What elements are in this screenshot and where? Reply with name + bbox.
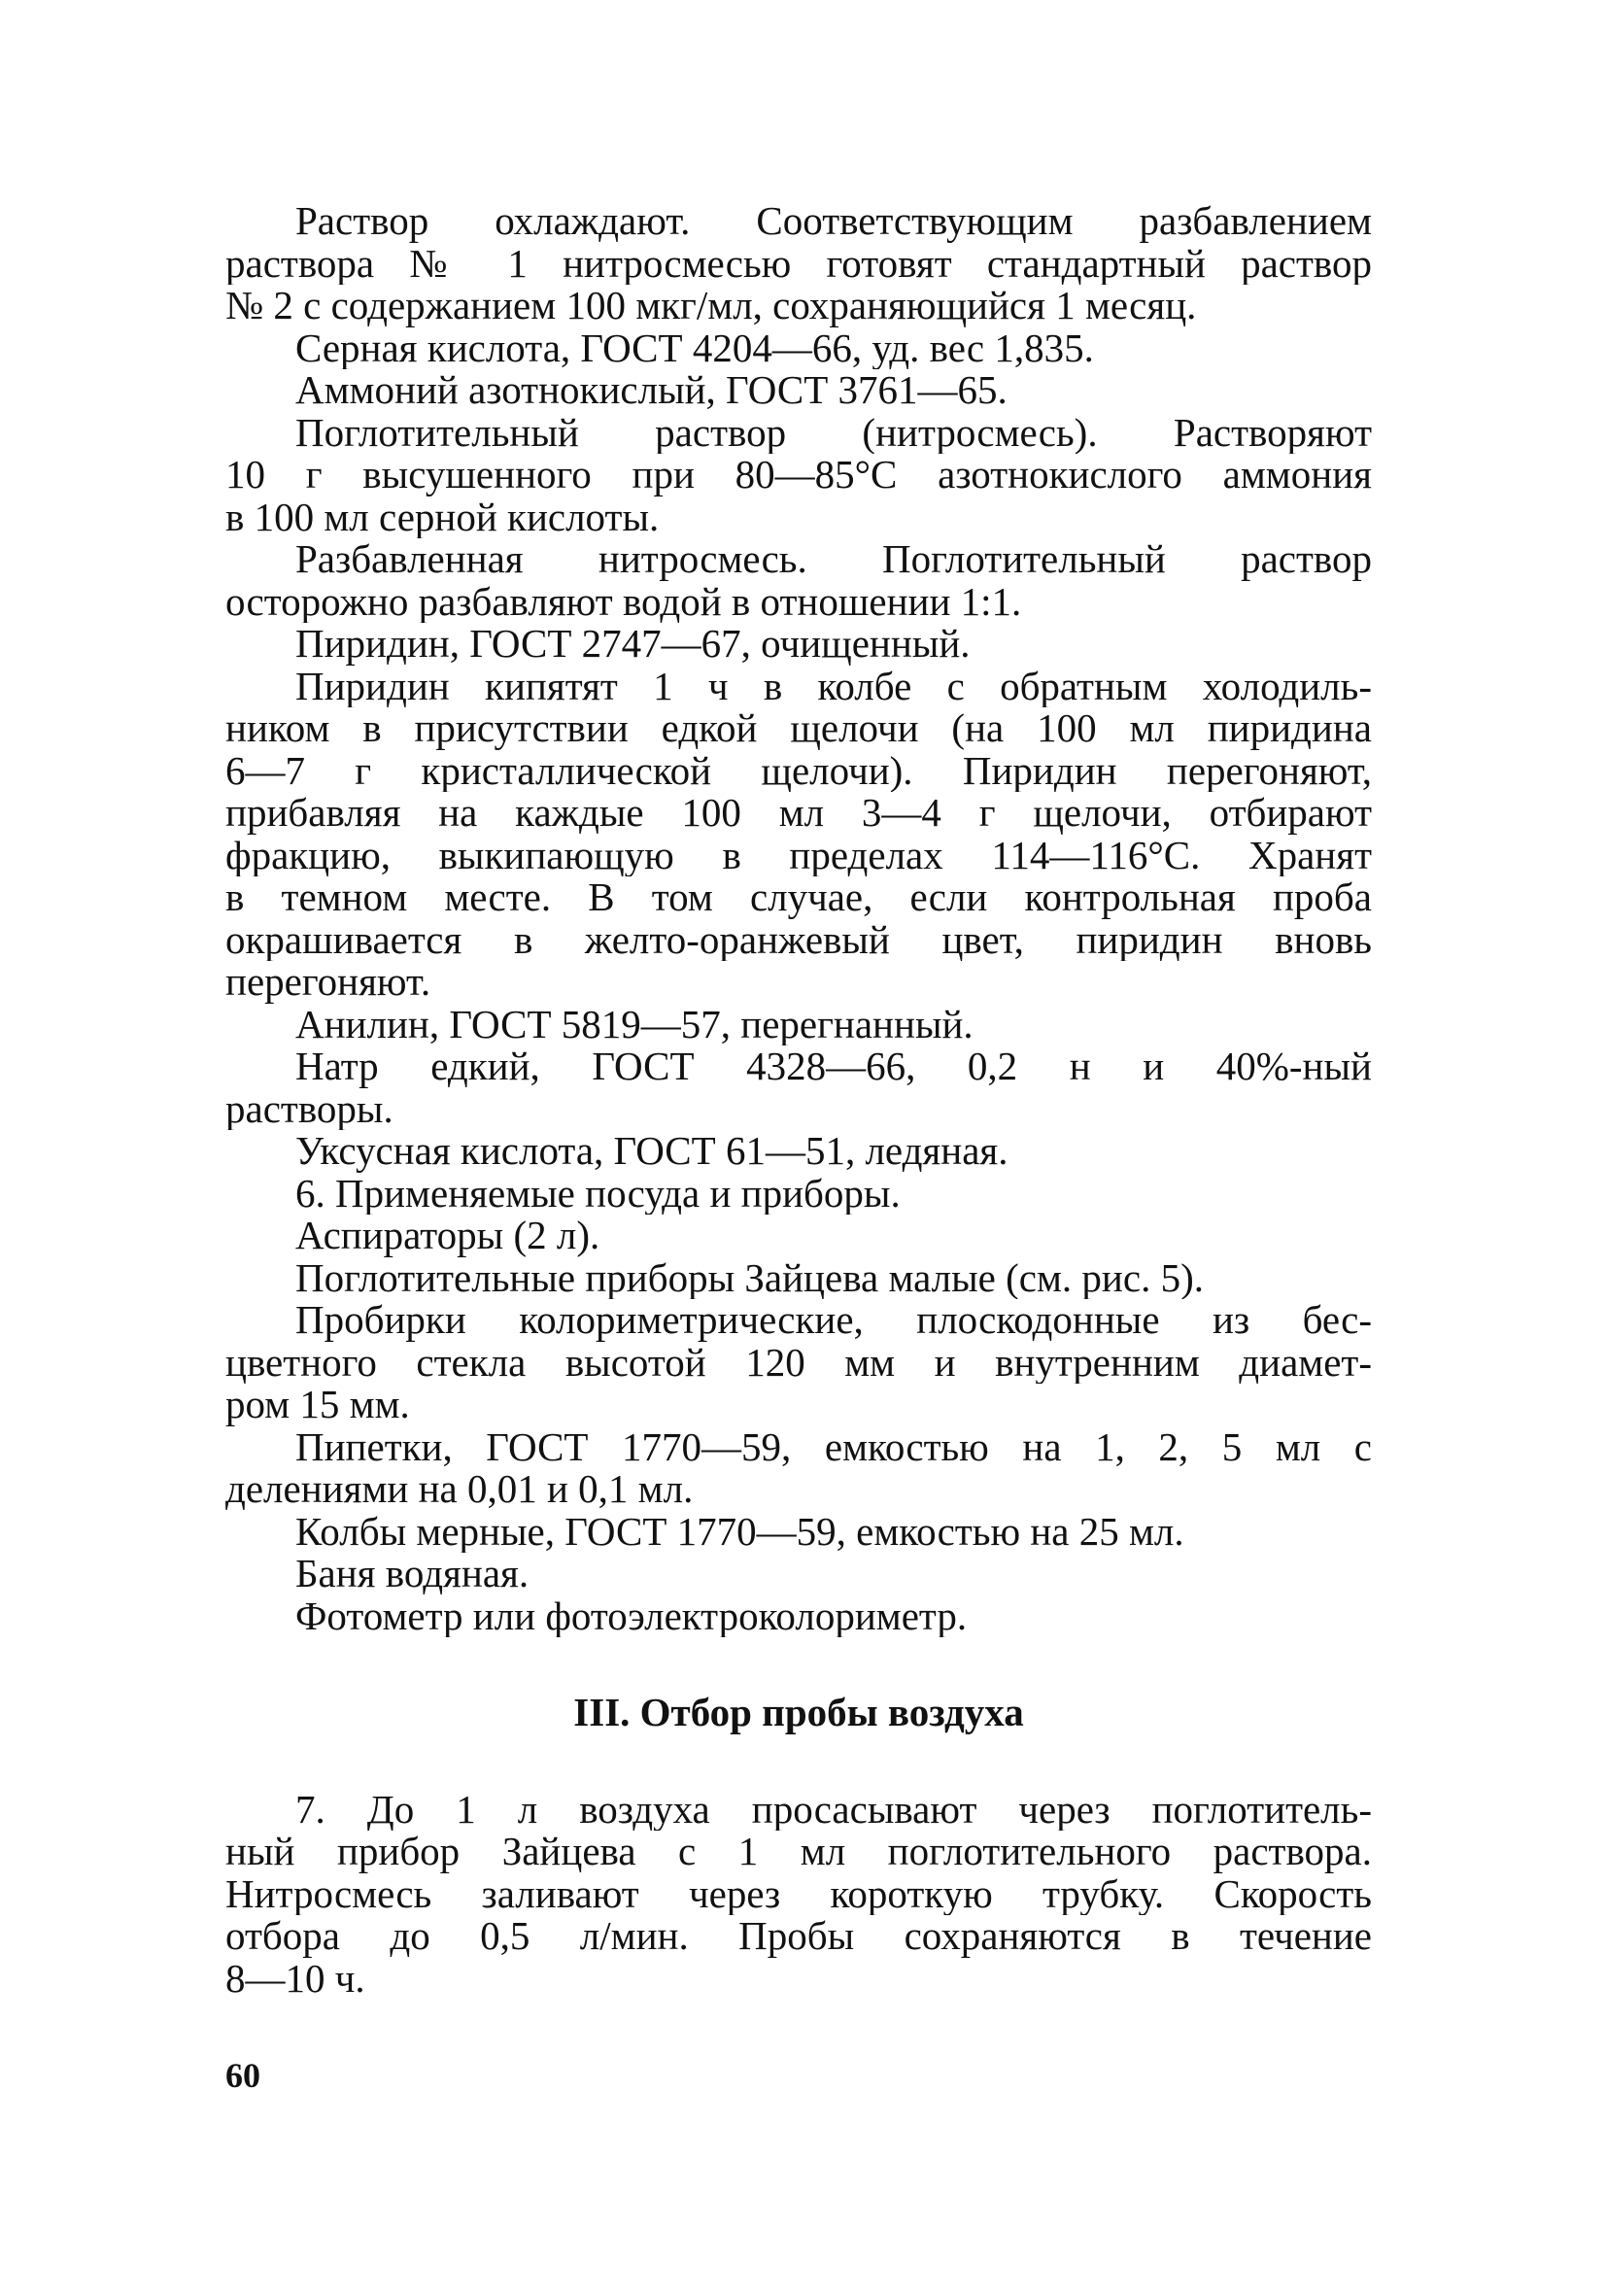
text-line: Анилин, ГОСТ 5819—57, перегнанный. [295,1003,974,1045]
text-line: раствора № 1 нитросмесью готовят стандартный раствор [225,242,1372,285]
text-line: 7. До 1 л воздуха просасывают через поглотитель- [295,1788,1372,1831]
text-line: Натр едкий, ГОСТ 4328—66, 0,2 н и 40%-ный [295,1045,1372,1088]
paragraph [225,1045,1372,1130]
text-line: Колбы мерные, ГОСТ 1770—59, емкостью на 25 мл. [295,1510,1184,1553]
text-line: 6. Применяемые посуда и приборы. [295,1172,901,1215]
text-line: растворы. [225,1087,393,1130]
paragraph [225,623,1372,666]
paragraph [225,1004,1372,1046]
text-line: Фотометр или фотоэлектроколориметр. [295,1594,968,1637]
paragraph [225,666,1372,1004]
text-line: Поглотительный раствор (нитросмесь). Растворяют [295,411,1372,454]
paragraph [225,1173,1372,1216]
text-line: Серная кислота, ГОСТ 4204—66, уд. вес 1,835. [295,326,1094,369]
body-text [225,200,1372,2000]
paragraph [225,538,1372,623]
text-line: Поглотительные приборы Зайцева малые (см. рис. 5). [295,1256,1204,1299]
text-line: 8—10 ч. [225,1957,365,2000]
text-line: Аспираторы (2 л). [295,1215,600,1257]
text-line: фракцию, выкипающую в пределах 114—116°С. Хранят [225,834,1372,876]
paragraph [225,1130,1372,1173]
text-line: Пробирки колориметрические, плоскодонные из бес- [295,1299,1372,1342]
paragraph [225,200,1372,327]
text-line: в темном месте. В том случае, если контрольная проба [225,876,1372,919]
text-line: Пипетки, ГОСТ 1770—59, емкостью на 1, 2, 5 мл с [295,1425,1372,1468]
text-line: Аммоний азотнокислый, ГОСТ 3761—65. [295,369,1008,412]
paragraphs-top [225,200,1372,1637]
text-line: делениями на 0,01 и 0,1 мл. [225,1468,694,1511]
text-line: № 2 с содержанием 100 мкг/мл, сохраняющийся 1 месяц. [225,285,1197,327]
paragraph [225,1299,1372,1426]
text-line: ником в присутствии едкой щелочи (на 100 мл пиридина [225,707,1372,750]
text-line: Уксусная кислота, ГОСТ 61—51, ледяная. [295,1130,1008,1173]
paragraph [225,327,1372,370]
paragraph [225,1789,1372,2001]
text-line: 6—7 г кристаллической щелочи). Пиридин перегоняют, [225,749,1372,792]
section-heading: III. Отбор пробы воздуха [573,1690,1024,1734]
paragraph [225,412,1372,539]
text-line: Пиридин кипятят 1 ч в колбе с обратным холодиль- [295,665,1372,707]
text-line: Пиридин, ГОСТ 2747—67, очищенный. [295,623,971,666]
page-number: 60 [225,2056,260,2095]
text-line: прибавляя на каждые 100 мл 3—4 г щелочи, отбирают [225,792,1372,835]
paragraph [225,369,1372,412]
paragraph [225,1595,1372,1638]
text-line: Баня водяная. [295,1553,530,1595]
paragraphs-bottom [225,1789,1372,2001]
paragraph [225,1215,1372,1257]
text-line: ром 15 мм. [225,1384,410,1426]
text-line: в 100 мл серной кислоты. [225,496,660,538]
text-line: Раствор охлаждают. Соответствующим разбавлением [295,200,1372,243]
text-line: осторожно разбавляют водой в отношении 1:1. [225,580,1022,623]
paragraph [225,1426,1372,1511]
text-line: ный прибор Зайцева с 1 мл поглотительного раствора. [225,1831,1372,1873]
text-line: Нитросмесь заливают через короткую трубку. Скорость [225,1872,1372,1915]
text-line: перегоняют. [225,961,431,1004]
paragraph [225,1553,1372,1595]
text-line: 10 г высушенного при 80—85°С азотнокислого аммония [225,454,1372,497]
text-line: окрашивается в желто-оранжевый цвет, пиридин вновь [225,918,1372,961]
paragraph [225,1511,1372,1554]
paragraph [225,1257,1372,1300]
text-line: цветного стекла высотой 120 мм и внутренним диамет- [225,1341,1372,1384]
text-line: Разбавленная нитросмесь. Поглотительный раствор [295,538,1372,581]
text-line: отбора до 0,5 л/мин. Пробы сохраняются в течение [225,1915,1372,1958]
